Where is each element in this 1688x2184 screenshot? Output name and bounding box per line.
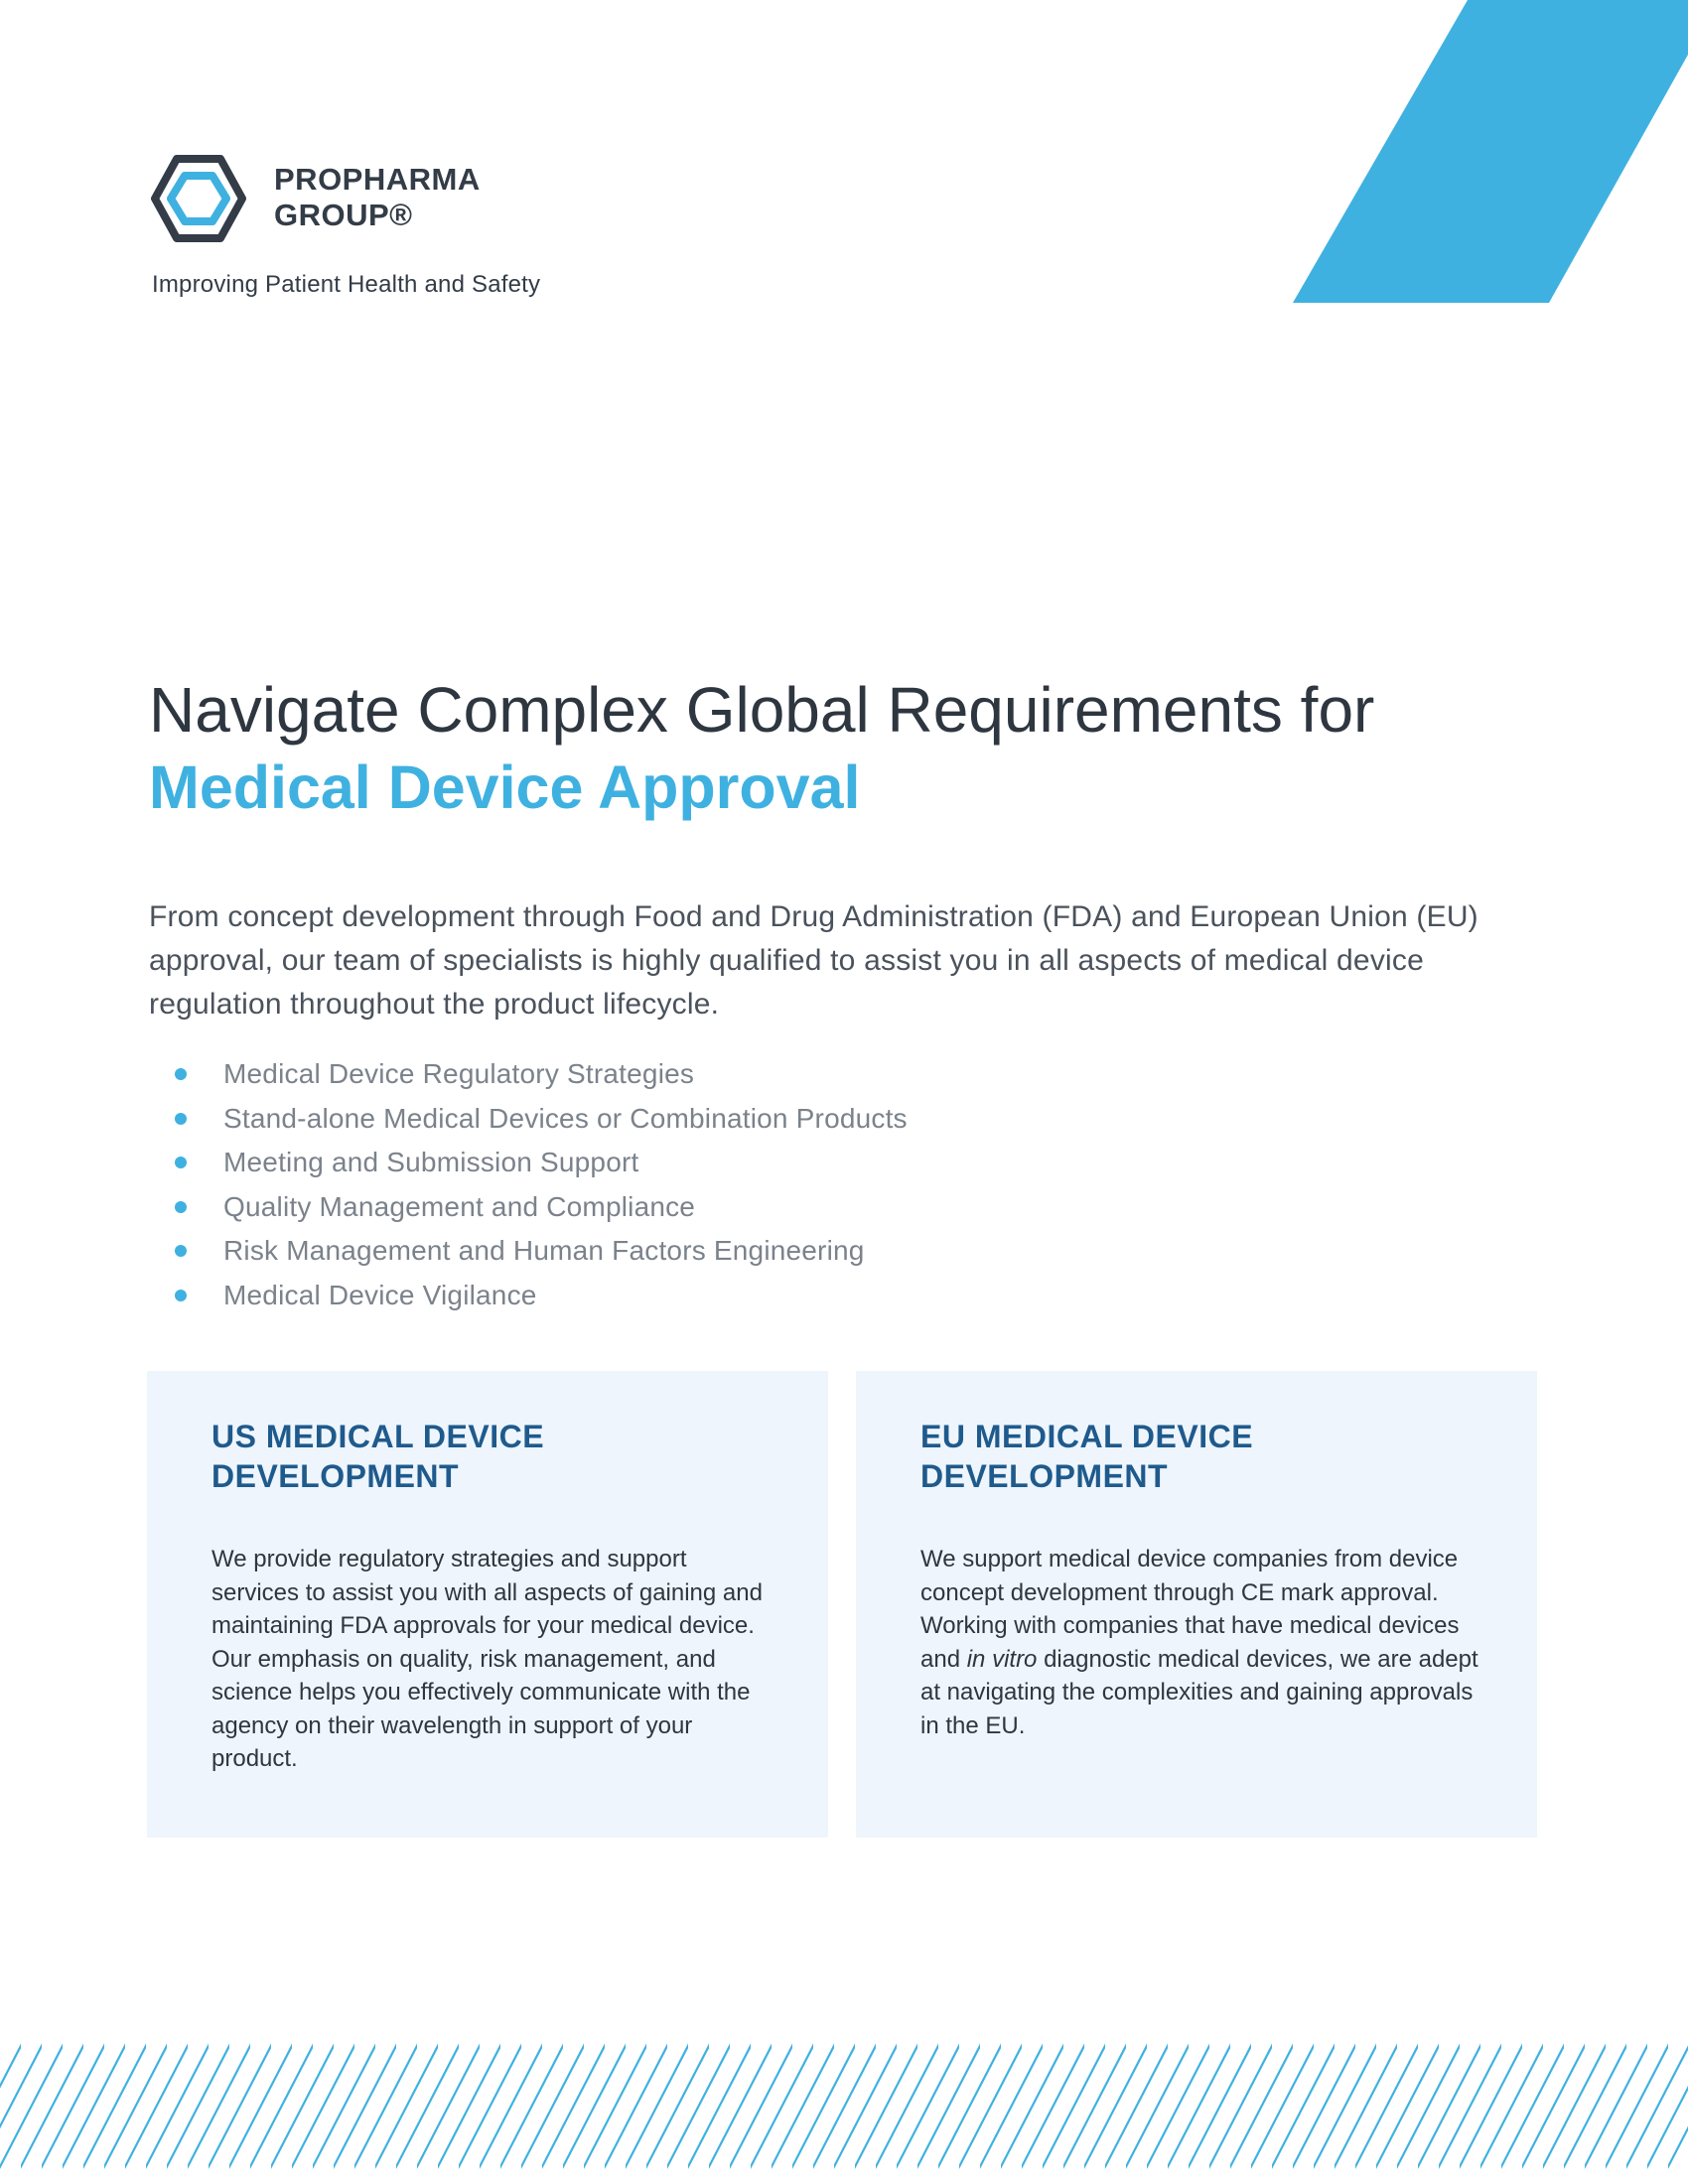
decorative-hatch-pattern xyxy=(0,1954,1688,2184)
list-item xyxy=(175,1274,908,1318)
bullet-dot-icon xyxy=(175,1068,187,1080)
company-logo[interactable] xyxy=(151,154,598,243)
hexagon-logo-icon xyxy=(151,154,246,243)
us-card-body: We provide regulatory strategies and support services to assist you with all aspects of gaining and maintaining FDA approvals for your medical device. Our emphasis on quality, risk management, and science helps you effectively communicate with the agency on their wavelength in support of your product. xyxy=(211,1546,763,1772)
list-item-label: Risk Management and Human Factors Engineering xyxy=(223,1235,865,1266)
list-item xyxy=(175,1052,908,1097)
us-card-title: US MEDICAL DEVICE DEVELOPMENT xyxy=(211,1419,545,1494)
bullet-dot-icon xyxy=(175,1113,187,1125)
bullet-dot-icon xyxy=(175,1290,187,1301)
list-item-label: Meeting and Submission Support xyxy=(223,1147,639,1177)
us-development-card xyxy=(147,1371,828,1838)
list-item-label: Medical Device Vigilance xyxy=(223,1279,537,1310)
list-item xyxy=(175,1097,908,1142)
eu-card-body-italic: in vitro xyxy=(966,1645,1038,1673)
company-tagline: Improving Patient Health and Safety xyxy=(152,271,541,298)
page-title xyxy=(149,671,1539,826)
company-name: PROPHARMA GROUP® xyxy=(274,162,481,232)
list-item-label: Stand-alone Medical Devices or Combination Products xyxy=(223,1102,908,1134)
services-list xyxy=(175,1052,908,1317)
intro-paragraph: From concept development through Food and Drug Administration (FDA) and European Union (EU) approval, our team of specialists is highly qualified to assist you in all aspects of medical device regulation throughout the product lifecycle. xyxy=(149,900,1478,1021)
eu-card-body xyxy=(920,1543,1486,1742)
eu-development-card xyxy=(856,1371,1537,1838)
list-item xyxy=(175,1185,908,1230)
list-item xyxy=(175,1141,908,1185)
bullet-dot-icon xyxy=(175,1201,187,1213)
eu-card-body-text: We support medical device companies from device concept development through CE mark approval. Working with companies that have medical devices and xyxy=(920,1546,1460,1673)
page-title-line-2: Medical Device Approval xyxy=(149,753,861,821)
bullet-dot-icon xyxy=(175,1245,187,1257)
page-title-line-1: Navigate Complex Global Requirements for xyxy=(149,674,1375,746)
list-item xyxy=(175,1229,908,1274)
list-item-label: Quality Management and Compliance xyxy=(223,1190,696,1222)
eu-card-title: EU MEDICAL DEVICE DEVELOPMENT xyxy=(920,1419,1254,1494)
eu-card-body-text-end: diagnostic medical devices, we are adept at navigating the complexities and gaining approvals in the EU. xyxy=(920,1645,1478,1739)
bullet-dot-icon xyxy=(175,1157,187,1168)
list-item-label: Medical Device Regulatory Strategies xyxy=(223,1058,695,1089)
